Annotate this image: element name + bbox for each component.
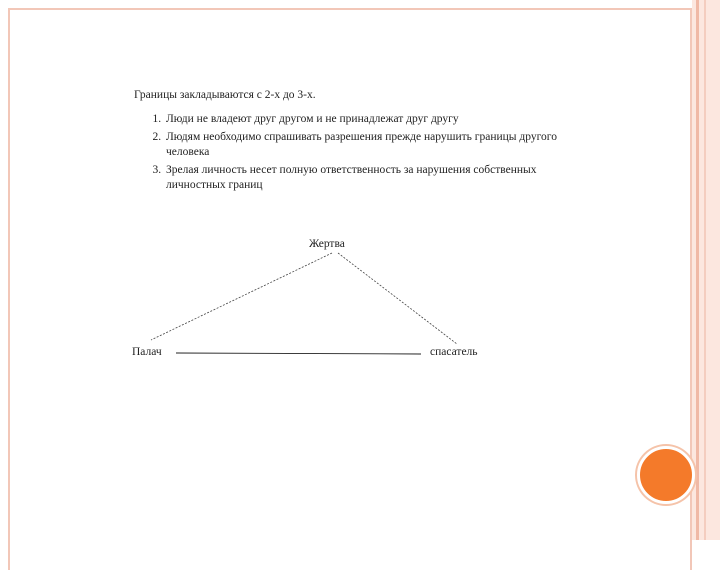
slide-heading: Границы закладываются с 2-х до 3-х. [134, 89, 316, 101]
edge-executioner-rescuer [176, 353, 421, 354]
principle-item-3: 3. Зрелая личность несет полную ответственность за нарушения собственных личностных границ [164, 163, 574, 193]
principle-item-2: 2. Людям необходимо спрашивать разрешения прежде нарушить границы другого человека [164, 130, 574, 160]
node-victim-label: Жертва [309, 238, 345, 250]
node-executioner-label: Палач [132, 346, 162, 358]
principle-item-1: 1. Люди не владеют друг другом и не принадлежат друг другу [164, 112, 574, 127]
edge-victim-rescuer [338, 253, 457, 344]
edge-victim-executioner [151, 253, 332, 340]
node-rescuer-label: спасатель [430, 346, 478, 358]
